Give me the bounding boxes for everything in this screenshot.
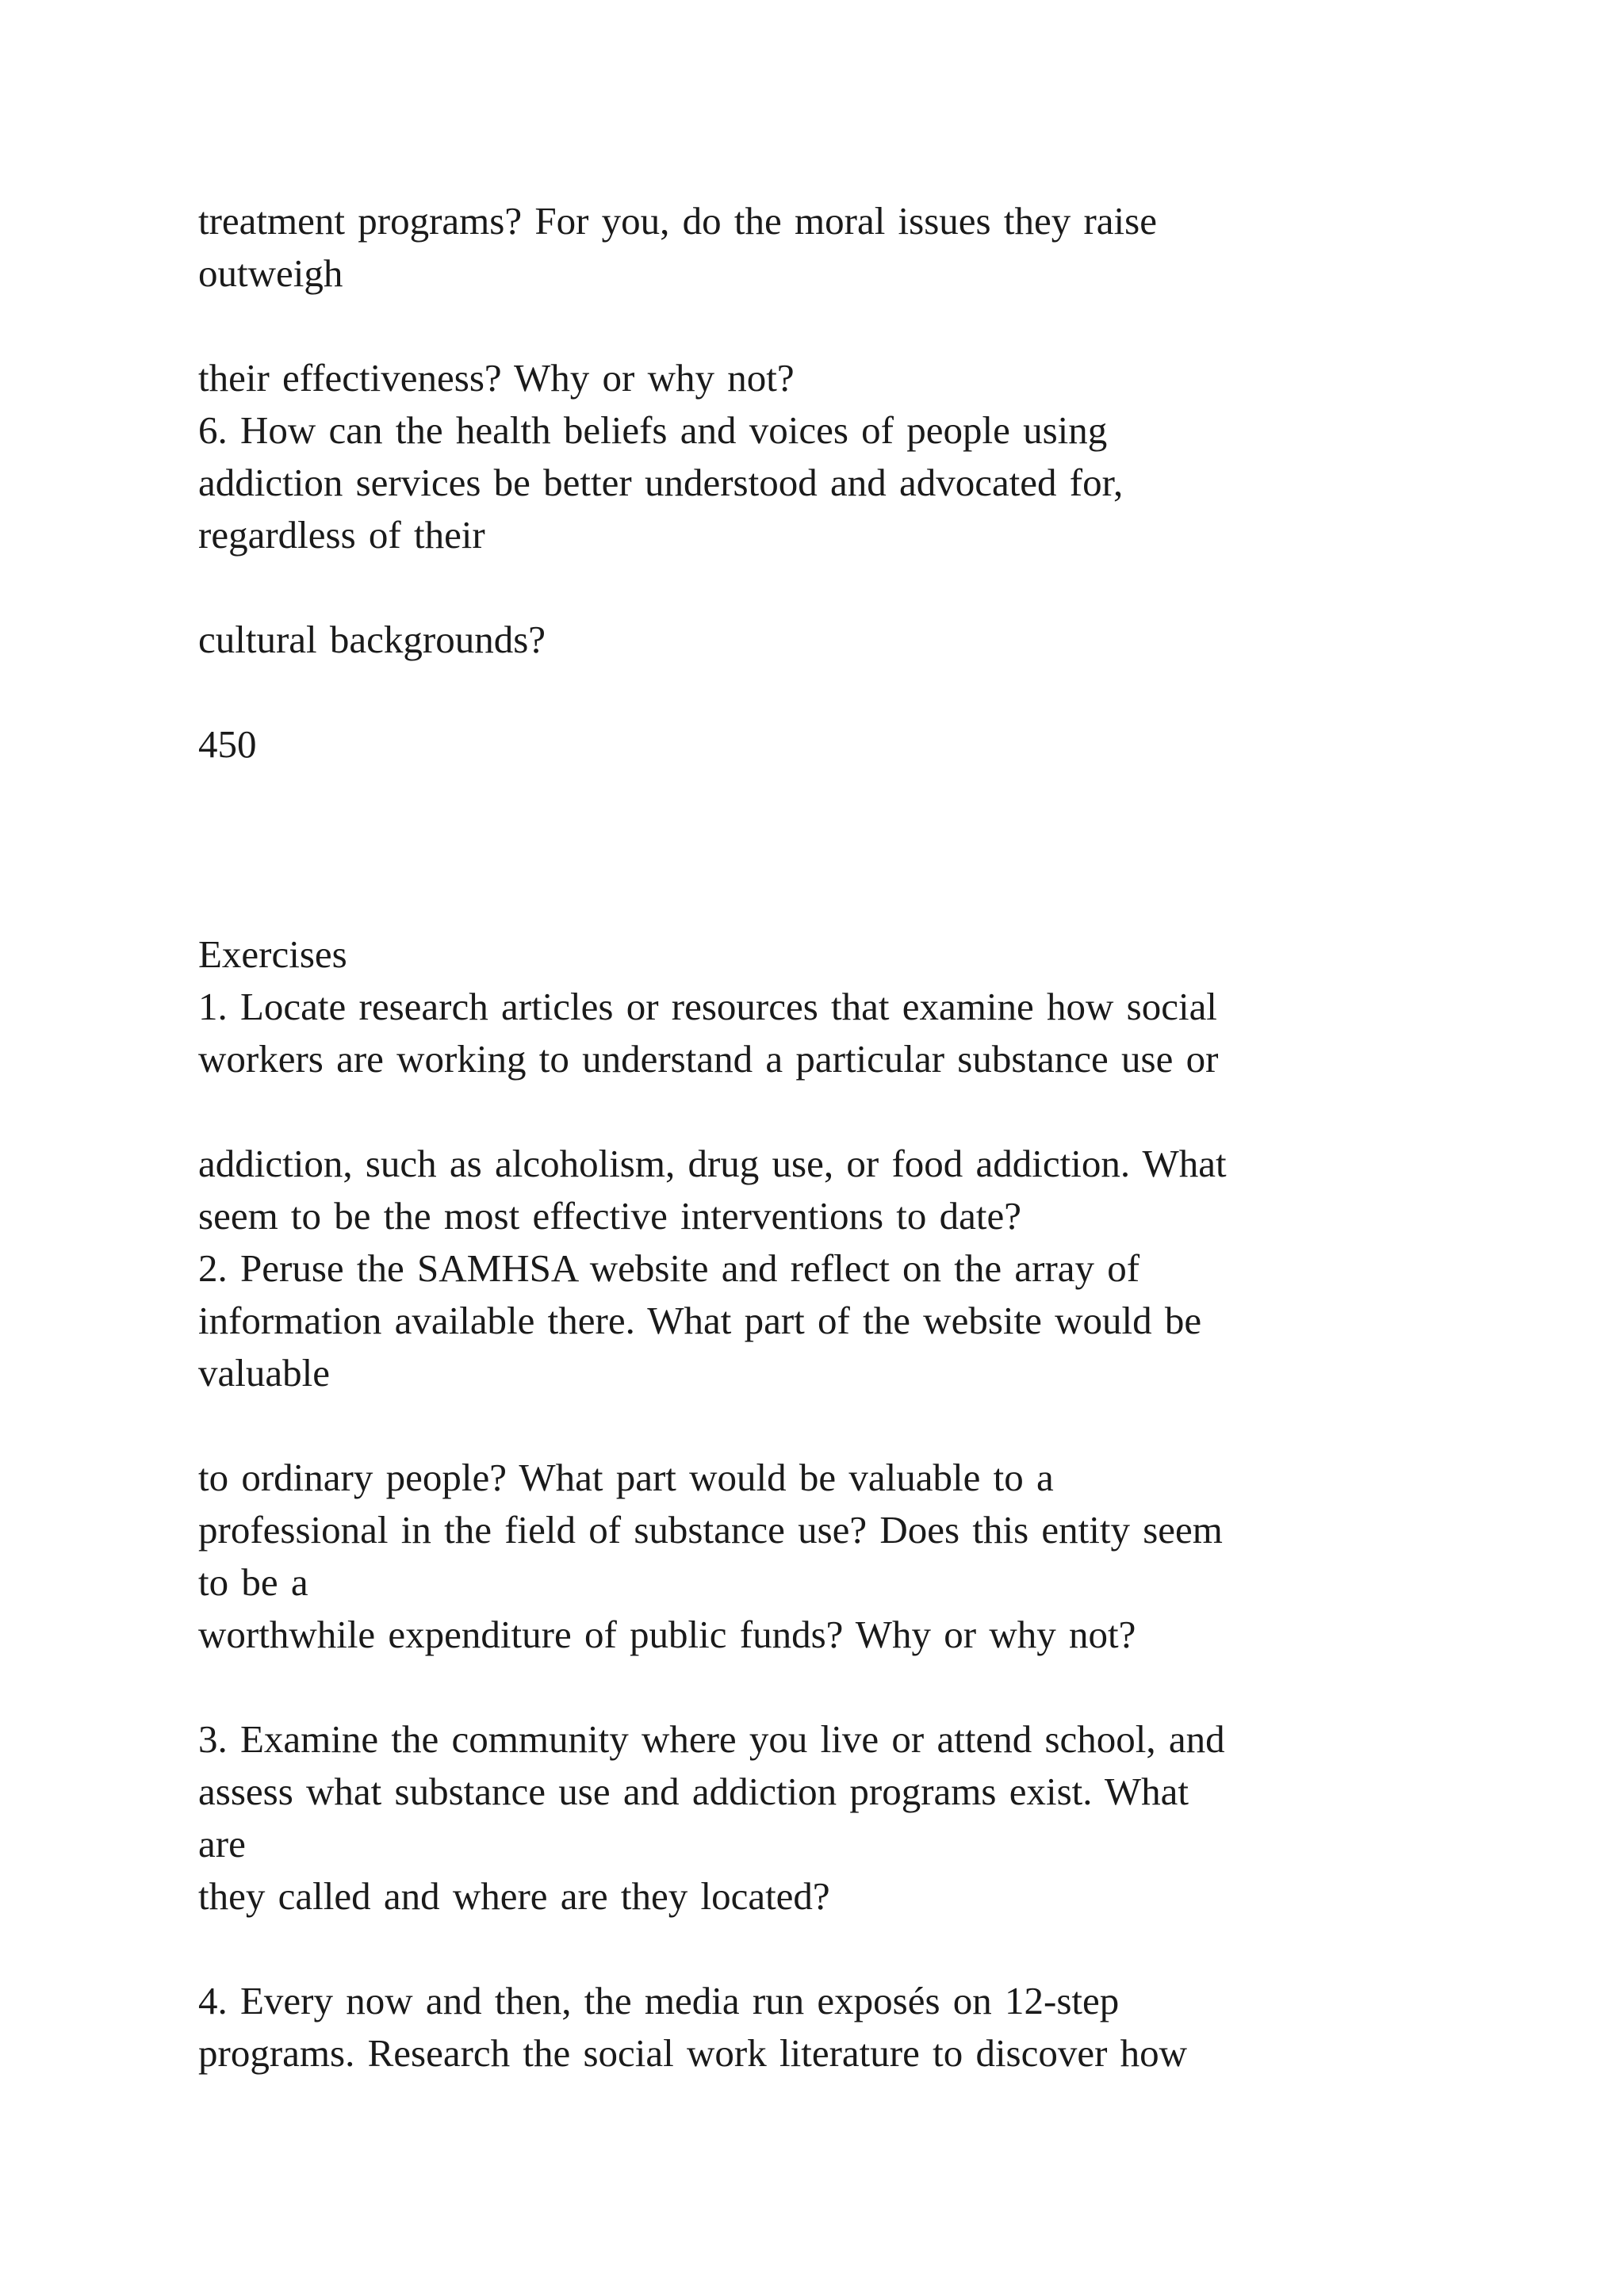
text-line: 1. Locate research articles or resources that examine how social	[198, 985, 1217, 1028]
text-line: assess what substance use and addiction programs exist. What	[198, 1770, 1189, 1813]
text-line: information available there. What part of the website would be	[198, 1299, 1202, 1342]
text-line: programs. Research the social work literature to discover how	[198, 2031, 1188, 2075]
text-line: 3. Examine the community where you live or attend school, and	[198, 1717, 1225, 1761]
text-line: 2. Peruse the SAMHSA website and reflect on the array of	[198, 1246, 1140, 1290]
section-heading: Exercises	[198, 932, 347, 976]
text-line: treatment programs? For you, do the moral issues they raise	[198, 199, 1157, 243]
text-line: to ordinary people? What part would be valuable to a	[198, 1456, 1054, 1499]
text-line: regardless of their	[198, 513, 485, 557]
text-line: addiction, such as alcoholism, drug use, or food addiction. What	[198, 1142, 1227, 1185]
text-line: cultural backgrounds?	[198, 618, 546, 661]
text-line: are	[198, 1822, 246, 1866]
text-line: professional in the field of substance use? Does this entity seem	[198, 1508, 1223, 1552]
text-line: valuable	[198, 1351, 330, 1395]
text-line: they called and where are they located?	[198, 1874, 830, 1918]
text-line: addiction services be better understood and advocated for,	[198, 461, 1124, 504]
text-line: 6. How can the health beliefs and voices of people using	[198, 408, 1108, 452]
text-line: to be a	[198, 1560, 308, 1604]
text-line: worthwhile expenditure of public funds? Why or why not?	[198, 1613, 1136, 1656]
text-line: workers are working to understand a particular substance use or	[198, 1037, 1219, 1081]
text-line: outweigh	[198, 251, 343, 295]
page-number: 450	[198, 722, 257, 766]
text-line: 4. Every now and then, the media run exposés on 12-step	[198, 1979, 1120, 2022]
text-line: seem to be the most effective interventions to date?	[198, 1194, 1021, 1238]
text-line: their effectiveness? Why or why not?	[198, 356, 795, 400]
